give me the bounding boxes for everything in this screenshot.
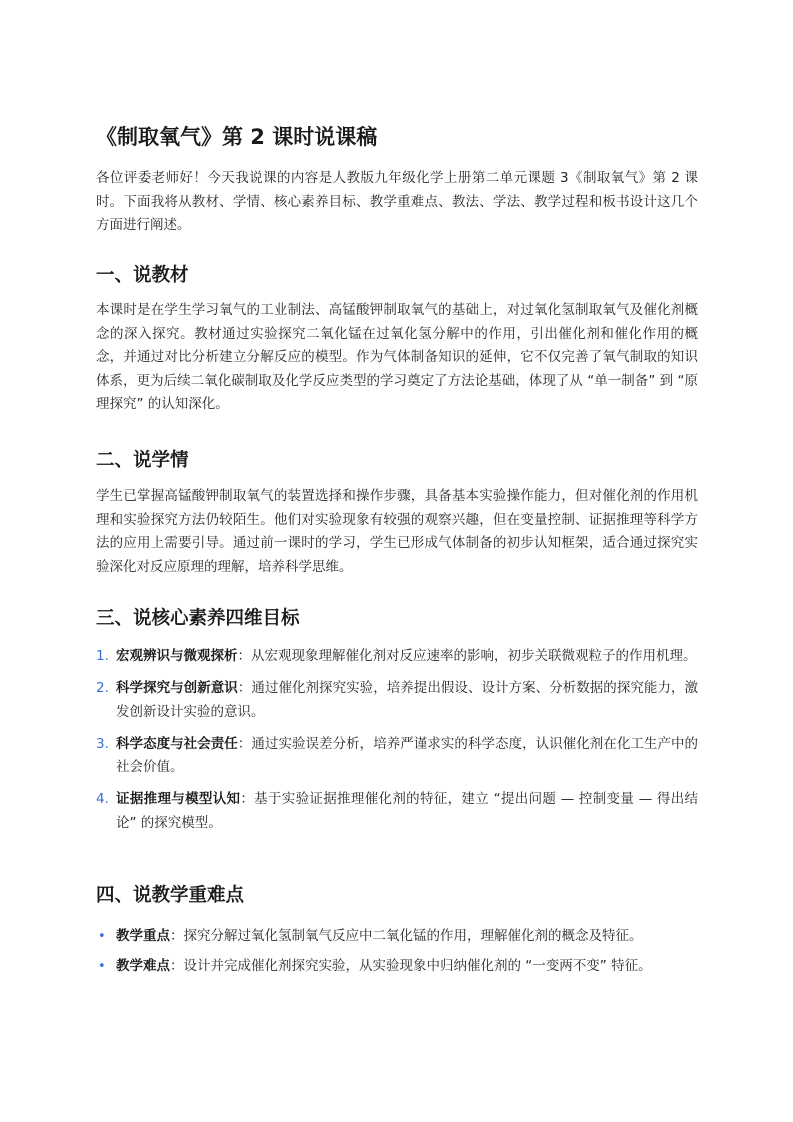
term-separator: ： xyxy=(170,957,184,974)
objectives-list xyxy=(96,645,698,844)
list-number: 4. xyxy=(96,791,109,807)
objective-term: 科学探究与创新意识 xyxy=(116,680,238,696)
key-points-list xyxy=(96,925,698,984)
bullet-mark: • xyxy=(98,958,106,974)
term-separator: ： xyxy=(170,928,184,944)
objective-text: 基于实验证据推理催化剂的特征，建立 “提出问题 — 控制变量 — 得出结论” 的探究模型。 xyxy=(116,791,699,831)
key-point-term: 教学难点 xyxy=(116,957,170,974)
term-separator: ： xyxy=(237,680,252,696)
key-point-text: 探究分解过氧化氢制氧气反应中二氧化锰的作用，理解催化剂的概念及特征。 xyxy=(183,928,643,944)
section-heading-textbook: 一、说教材 xyxy=(96,265,189,286)
list-item xyxy=(96,955,698,979)
key-point-text: 设计并完成催化剂探究实验，从实验现象中归纳催化剂的 “一变两不变” 特征。 xyxy=(183,957,652,974)
intro-paragraph: 各位评委老师好！今天我说课的内容是人教版九年级化学上册第二单元课题 3《制取氧气》第 2 课时。下面我将从教材、学情、核心素养目标、教学重难点、教法、学法、教学过程和板书设计这几个方面进行阐述。 xyxy=(96,170,698,233)
term-separator: ： xyxy=(240,791,255,807)
list-item xyxy=(96,645,698,669)
list-item xyxy=(96,925,698,949)
objective-term: 宏观辨识与微观探析 xyxy=(116,648,238,664)
key-point-term: 教学重点 xyxy=(116,928,170,944)
term-separator: ： xyxy=(237,735,252,752)
list-number: 2. xyxy=(96,680,109,696)
bullet-mark: • xyxy=(98,929,106,944)
section-body-students: 学生已掌握高锰酸钾制取氧气的装置选择和操作步骤，具备基本实验操作能力，但对催化剂的作用机理和实验探究方法仍较陌生。他们对实验现象有较强的观察兴趣，但在变量控制、证据推理等科学方法的应用上需要引导。通过前一课时的学习，学生已形成气体制备的初步认知框架，适合通过探究实验深化对反应原理的理解，培养科学思维。 xyxy=(96,488,698,575)
objective-text: 从宏观现象理解催化剂对反应速率的影响，初步关联微观粒子的作用机理。 xyxy=(251,648,697,664)
list-item xyxy=(96,677,698,724)
objective-term: 证据推理与模型认知 xyxy=(116,791,241,807)
objective-text: 通过催化剂探究实验，培养提出假设、设计方案、分析数据的探究能力，激发创新设计实验的意识。 xyxy=(116,680,699,720)
list-number: 1. xyxy=(96,648,109,664)
list-item xyxy=(96,788,698,835)
objective-term: 科学态度与社会责任 xyxy=(116,735,238,752)
section-heading-key-points: 四、说教学重难点 xyxy=(96,885,245,906)
list-number: 3. xyxy=(96,735,109,752)
section-body-textbook: 本课时是在学生学习氧气的工业制法、高锰酸钾制取氧气的基础上，对过氧化氢制取氧气及催化剂概念的深入探究。教材通过实验探究二氧化锰在过氧化氢分解中的作用，引出催化剂和催化作用的概念，并通过对比分析建立分解反应的模型。作为气体制备知识的延伸，它不仅完善了氧气制取的知识体系，更为后续二氧化碳制取及化学反应类型的学习奠定了方法论基础，体现了从 “单一制备” 到 “原理探究” 的认知深化。 xyxy=(96,302,698,412)
section-heading-objectives: 三、说核心素养四维目标 xyxy=(96,608,300,629)
objective-text: 通过实验误差分析，培养严谨求实的科学态度，认识催化剂在化工生产中的社会价值。 xyxy=(116,735,699,775)
section-heading-students: 二、说学情 xyxy=(96,450,189,471)
list-item xyxy=(96,733,698,780)
term-separator: ： xyxy=(237,648,251,664)
document-title: 《制取氧气》第 2 课时说课稿 xyxy=(96,125,378,149)
